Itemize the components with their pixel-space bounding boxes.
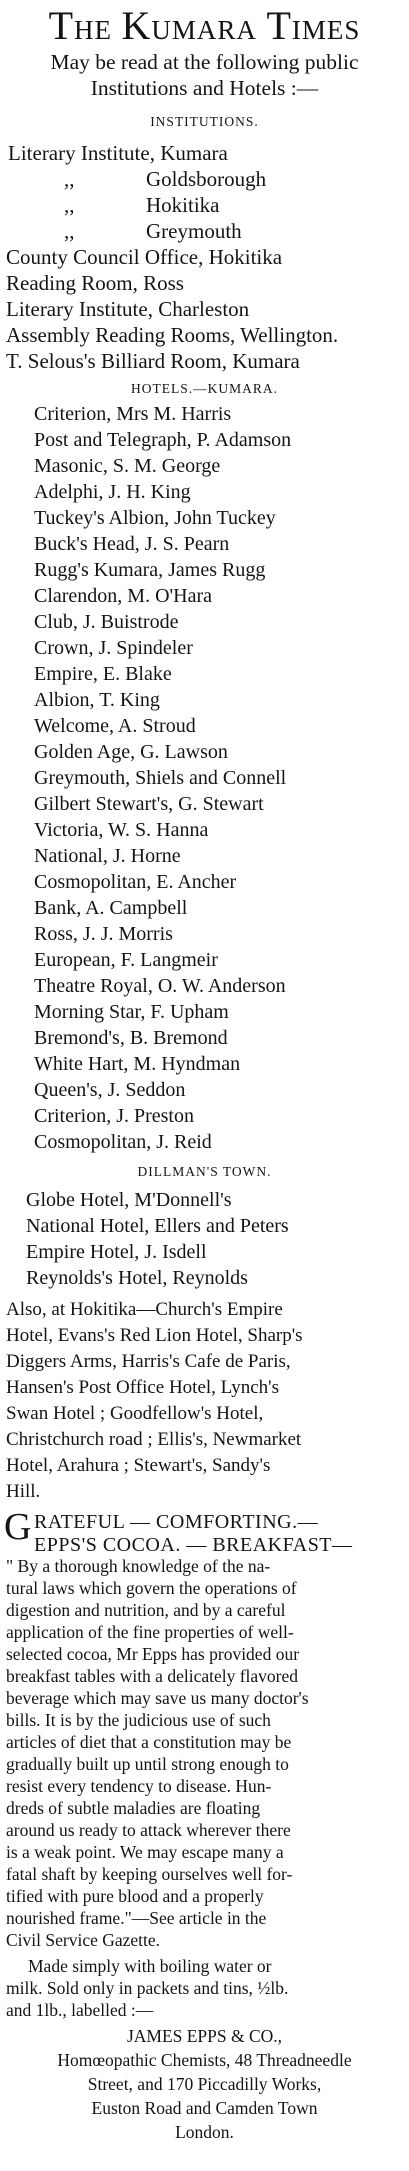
ad-body-line: digestion and nutrition, and by a careful [6, 1600, 286, 1620]
hotel-entry: Ross, J. J. Morris [34, 923, 173, 945]
hotel-entry: Post and Telegraph, P. Adamson [34, 429, 292, 451]
institution-entry: T. Selous's Billiard Room, Kumara [6, 349, 300, 373]
ad-body-line: tural laws which govern the operations of [6, 1578, 297, 1598]
hokitika-line: Hansen's Post Office Hotel, Lynch's [6, 1377, 279, 1398]
hotel-entry: Adelphi, J. H. King [34, 481, 191, 503]
ad-instructions-line: Made simply with boiling water or [28, 1956, 272, 1976]
hotel-entry: Crown, J. Spindeler [34, 637, 193, 659]
section-heading-dillmans-town: DILLMAN'S TOWN. [137, 1164, 272, 1179]
hotel-entry: National Hotel, Ellers and Peters [26, 1215, 289, 1237]
hotel-entry: Morning Star, F. Upham [34, 1001, 229, 1023]
hotel-entry: Reynolds's Hotel, Reynolds [26, 1267, 248, 1289]
ad-body-line: bills. It is by the judicious use of such [6, 1710, 271, 1730]
masthead-letters: HE [74, 15, 113, 45]
institution-entry: Greymouth [146, 219, 242, 243]
hotel-entry: Empire, E. Blake [34, 663, 172, 685]
masthead-title [4, 3, 405, 48]
hokitika-line: Diggers Arms, Harris's Cafe de Paris, [6, 1351, 291, 1372]
hotel-entry: Albion, T. King [34, 689, 160, 711]
masthead-letters: IMES [291, 15, 361, 45]
institution-entry: Literary Institute, Charleston [6, 297, 250, 321]
hokitika-line: Swan Hotel ; Goodfellow's Hotel, [6, 1403, 264, 1424]
ad-address-line: Euston Road and Camden Town [91, 2098, 318, 2118]
hotel-entry: Empire Hotel, J. Isdell [26, 1241, 207, 1263]
ad-address-line: London. [175, 2122, 234, 2142]
hokitika-line: Hill. [6, 1481, 41, 1502]
institution-entry: Goldsborough [146, 167, 267, 191]
ad-body-line: dreds of subtle maladies are floating [6, 1798, 261, 1818]
ad-body-line: around us ready to attack wherever there [6, 1820, 291, 1840]
ad-instructions-line: milk. Sold only in packets and tins, ½lb. [6, 1978, 289, 1998]
hotel-entry: Bank, A. Campbell [34, 897, 188, 919]
hokitika-line: Hotel, Evans's Red Lion Hotel, Sharp's [6, 1325, 303, 1346]
ditto-mark: ,, [64, 167, 75, 191]
masthead-letters: UMARA [151, 15, 257, 45]
hotel-entry: Rugg's Kumara, James Rugg [34, 559, 266, 581]
hotel-entry: Globe Hotel, M'Donnell's [26, 1189, 232, 1211]
ad-body-line: application of the fine properties of well- [6, 1622, 294, 1642]
hotel-entry: Buck's Head, J. S. Pearn [34, 533, 230, 555]
ad-firm-name: JAMES EPPS & CO., [126, 2026, 283, 2046]
hotel-entry: Masonic, S. M. George [34, 455, 221, 477]
hotel-entry: Victoria, W. S. Hanna [34, 819, 209, 841]
hotel-entry: Criterion, Mrs M. Harris [34, 403, 232, 425]
intro-line: Institutions and Hotels :— [90, 76, 319, 100]
institution-entry: Hokitika [146, 193, 220, 217]
ad-body-line: breakfast tables with a delicately flavored [6, 1666, 299, 1686]
hotel-entry: Queen's, J. Seddon [34, 1079, 186, 1101]
ditto-mark: ,, [64, 219, 75, 243]
institution-entry: Assembly Reading Rooms, Wellington. [6, 323, 339, 347]
hotel-entry: Golden Age, G. Lawson [34, 741, 228, 763]
hotel-entry: Club, J. Buistrode [34, 611, 179, 633]
ad-dropcap: G [4, 1506, 32, 1548]
ad-body-line: is a weak point. We may escape many a [6, 1842, 284, 1862]
ad-body-line: tified with pure blood and a properly [6, 1886, 264, 1906]
ad-address-line: Homœopathic Chemists, 48 Threadneedle [57, 2050, 352, 2070]
ditto-mark: ,, [64, 193, 75, 217]
ad-body-line: nourished frame."—See article in the [6, 1908, 267, 1928]
masthead-letter: K [121, 3, 152, 48]
masthead-letter: T [266, 3, 292, 48]
institution-entry: County Council Office, Hokitika [6, 245, 283, 269]
hotel-entry: Greymouth, Shiels and Connell [34, 767, 287, 789]
hotel-entry: Bremond's, B. Bremond [34, 1027, 228, 1049]
hotel-entry: Welcome, A. Stroud [34, 715, 196, 737]
hotel-entry: Cosmopolitan, J. Reid [34, 1131, 212, 1153]
hokitika-line: Also, at Hokitika—Church's Empire [6, 1299, 283, 1320]
ad-body-line: selected cocoa, Mr Epps has provided our [6, 1644, 300, 1664]
hotel-entry: European, F. Langmeir [34, 949, 218, 971]
hotel-entry: Clarendon, M. O'Hara [34, 585, 212, 607]
hotel-entry: Criterion, J. Preston [34, 1105, 194, 1127]
institution-entry: Reading Room, Ross [6, 271, 184, 295]
hotel-entry: National, J. Horne [34, 845, 181, 867]
section-heading-hotels-kumara: HOTELS.—KUMARA. [130, 381, 278, 396]
hokitika-line: Christchurch road ; Ellis's, Newmarket [6, 1429, 302, 1450]
ad-body-line: Civil Service Gazette. [6, 1930, 161, 1950]
section-heading-institutions: INSTITUTIONS. [150, 114, 259, 129]
ad-body-line: resist every tendency to disease. Hun- [6, 1776, 272, 1796]
ad-body-line: articles of diet that a constitution may be [6, 1732, 292, 1752]
ad-body-line: fatal shaft by keeping ourselves well for- [6, 1864, 293, 1884]
masthead-letter: T [48, 3, 75, 48]
ad-body-line: " By a thorough knowledge of the na- [6, 1556, 271, 1576]
ad-headline: EPPS'S COCOA. — BREAKFAST— [34, 1534, 353, 1556]
hokitika-line: Hotel, Arahura ; Stewart's, Sandy's [6, 1455, 271, 1476]
ad-address-line: Street, and 170 Piccadilly Works, [87, 2074, 322, 2094]
ad-headline: RATEFUL — COMFORTING.— [34, 1511, 319, 1533]
hotel-entry: Tuckey's Albion, John Tuckey [34, 507, 276, 529]
intro-line: May be read at the following public [50, 50, 359, 74]
hotel-entry: Cosmopolitan, E. Ancher [34, 871, 237, 893]
ad-body-line: beverage which may save us many doctor's [6, 1688, 309, 1708]
hotel-entry: White Hart, M. Hyndman [34, 1053, 241, 1075]
hotel-entry: Theatre Royal, O. W. Anderson [34, 975, 286, 997]
institution-entry: Literary Institute, Kumara [8, 141, 228, 165]
hotel-entry: Gilbert Stewart's, G. Stewart [34, 793, 264, 815]
ad-body-line: gradually built up until strong enough to [6, 1754, 289, 1774]
ad-instructions-line: and 1lb., labelled :— [6, 2000, 154, 2020]
